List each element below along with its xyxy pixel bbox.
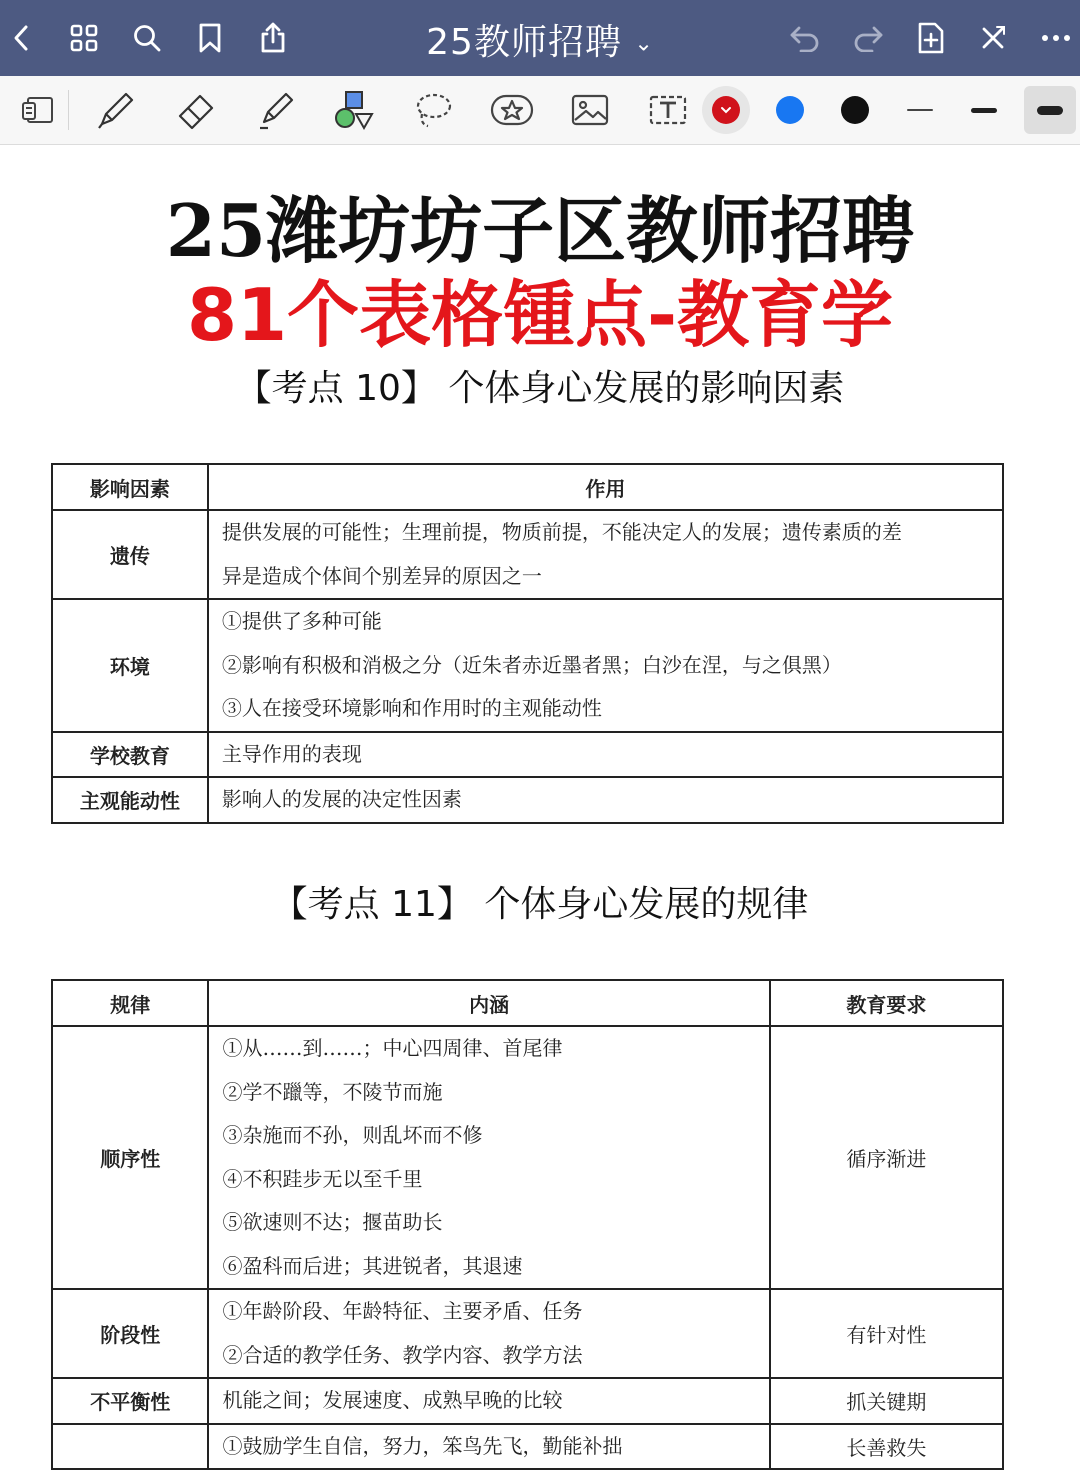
table-row	[52, 1026, 1003, 1289]
requirement-cell: 长善救失	[770, 1424, 1003, 1470]
factor-cell: 学校教育	[52, 732, 208, 778]
sticker-icon[interactable]	[488, 86, 536, 134]
shapes-icon[interactable]	[330, 86, 378, 134]
color-blue-swatch[interactable]	[766, 86, 814, 134]
law-cell: 阶段性	[52, 1289, 208, 1378]
meaning-line: 机能之间；发展速度、成熟早晚的比较	[222, 1388, 563, 1412]
pen-icon[interactable]	[92, 86, 140, 134]
effect-line: 提供发展的可能性；生理前提，物质前提，不能决定人的发展；遗传素质的差	[221, 520, 902, 544]
chevron-down-icon[interactable]: ⌄	[634, 31, 654, 57]
document-heading: 25潍坊坊子区教师招聘	[165, 188, 915, 273]
requirement-cell: 抓关键期	[770, 1378, 1003, 1424]
requirement-cell: 有针对性	[770, 1289, 1003, 1378]
table-header-row	[52, 464, 1003, 510]
law-cell	[52, 1424, 208, 1470]
meaning-cell	[208, 1026, 769, 1289]
meaning-line: ②学不躐等，不陵节而施	[222, 1079, 443, 1104]
requirement-cell: 循序渐进	[770, 1026, 1003, 1289]
toolbar-divider	[68, 90, 69, 130]
sidebar-toggle-icon[interactable]	[14, 86, 62, 134]
section-11-heading: 【考点 11】 个体身心发展的规律	[271, 884, 809, 925]
factor-cell: 遗传	[52, 510, 208, 599]
effect-line: 主导作用的表现	[221, 741, 362, 766]
effect-cell	[208, 732, 1003, 778]
highlighter-icon[interactable]	[252, 86, 300, 134]
effect-cell	[208, 510, 1003, 599]
top-bar	[0, 0, 1080, 76]
table-row	[52, 1378, 1003, 1424]
meaning-cell	[208, 1289, 769, 1378]
text-box-icon[interactable]	[644, 86, 692, 134]
meaning-line: ①从……到……；中心四周律、首尾律	[222, 1036, 563, 1060]
meaning-cell	[208, 1424, 769, 1470]
section-10-heading: 【考点 10】 个体身心发展的影响因素	[235, 368, 845, 409]
table-row	[52, 777, 1003, 823]
header-meaning: 内涵	[208, 980, 769, 1026]
meaning-line: ⑥盈科而后进；其进锐者，其退速	[222, 1253, 523, 1278]
stroke-thick-option[interactable]	[1024, 86, 1076, 134]
document-title-text: 25教师招聘	[426, 22, 622, 63]
lasso-icon[interactable]	[410, 86, 458, 134]
meaning-line: ①年龄阶段、年龄特征、主要矛盾、任务	[222, 1299, 583, 1323]
image-icon[interactable]	[566, 86, 614, 134]
table-row	[52, 510, 1003, 599]
undo-icon[interactable]	[787, 20, 823, 56]
table-row	[52, 1424, 1003, 1470]
color-black-swatch[interactable]	[831, 86, 879, 134]
meaning-line: ③杂施而不孙，则乱坏而不修	[222, 1123, 483, 1147]
drawing-toolbar	[0, 76, 1080, 145]
header-law: 规律	[52, 980, 208, 1026]
factor-cell: 主观能动性	[52, 777, 208, 823]
meaning-line: ⑤欲速则不达；揠苗助长	[222, 1210, 443, 1234]
effect-line: ②影响有积极和消极之分（近朱者赤近墨者黑；白沙在涅，与之俱黑）	[221, 652, 842, 677]
effect-line: 异是造成个体间个别差异的原因之一	[221, 563, 542, 588]
effect-line: ③人在接受环境影响和作用时的主观能动性	[221, 696, 602, 720]
table-row	[52, 599, 1003, 732]
eraser-icon[interactable]	[172, 86, 220, 134]
document-page[interactable]	[0, 145, 1080, 1460]
effect-line: 影响人的发展的决定性因素	[221, 787, 462, 811]
table-header-row	[52, 980, 1003, 1026]
effect-cell	[208, 777, 1003, 823]
development-laws-table	[51, 979, 1004, 1470]
influence-factors-table	[51, 463, 1004, 824]
header-factor: 影响因素	[52, 464, 208, 510]
redo-icon[interactable]	[850, 20, 886, 56]
law-cell: 不平衡性	[52, 1378, 208, 1424]
close-icon[interactable]	[975, 20, 1011, 56]
factor-cell: 环境	[52, 599, 208, 732]
document-subheading: 81个表格锺点-教育学	[186, 273, 894, 357]
meaning-line: ①鼓励学生自信，努力，笨鸟先飞，勤能补拙	[222, 1433, 623, 1458]
color-red-swatch[interactable]	[702, 86, 750, 134]
more-icon[interactable]	[1038, 20, 1074, 56]
table-row	[52, 1289, 1003, 1378]
meaning-line: ②合适的教学任务、教学内容、教学方法	[222, 1342, 583, 1367]
law-cell: 顺序性	[52, 1026, 208, 1289]
effect-line: ①提供了多种可能	[221, 609, 382, 633]
add-page-icon[interactable]	[913, 20, 949, 56]
meaning-line: ④不积跬步无以至千里	[222, 1166, 423, 1191]
meaning-cell	[208, 1378, 769, 1424]
header-effect: 作用	[208, 464, 1003, 510]
header-requirement: 教育要求	[770, 980, 1003, 1026]
table-row	[52, 732, 1003, 778]
stroke-thin-option[interactable]	[896, 86, 944, 134]
effect-cell	[208, 599, 1003, 732]
stroke-medium-option[interactable]	[960, 86, 1008, 134]
